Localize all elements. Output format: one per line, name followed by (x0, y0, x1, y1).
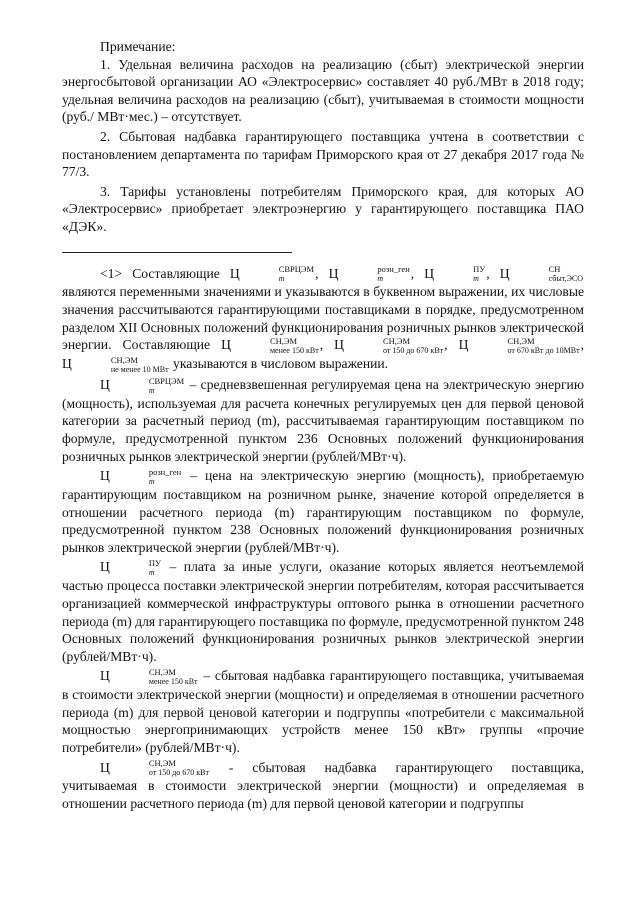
symbol-c-sn-150-670: Ц СН,ЭМ от 150 до 670 кВт (334, 336, 444, 356)
symbol-c-sn-670-10: Ц СН,ЭМ от 670 кВт до 10МВт (458, 336, 580, 356)
symbol-c-sn-150-670: Ц СН,ЭМ от 150 до 670 кВт (100, 758, 210, 778)
definition-pu: Ц ПУ m – плата за иные услуги, оказание которых является неотъемлемой частью процесса поставки электрической энергии потребителям, которая рассчитывается организацией коммерческой инфраструктуры оптового рынка в отношении расчетного периода (m) для гарантирующего поставщика по формуле, предусмотренной пунктом 248 Основных положений функционирования розничных рынков электрической энергии (рублей/МВт·ч). (62, 558, 584, 664)
definition-sn-less150: Ц СН,ЭМ менее 150 кВт – сбытовая надбавка гарантирующего поставщика, учитываемая в стоимости электрической энергии (мощности) и определяемая в отношении расчетного периода (m) для первой ценовой категории и подгруппы «потребители с максимальной мощностью энергопринимающих устройств менее 150 кВт» группы «прочие потребители» (рублей/МВт·ч). (62, 667, 584, 755)
symbol-c-svrcem: Ц СВРЦЭМ m (229, 264, 315, 284)
definition-rozn-gen: Ц розн_ген m – цена на электрическую энергию (мощность), приобретаемую гарантирующим поставщиком на розничном рынке, значение которой определяется в отношении расчетного периода (m) гарантирующим поставщиком по формуле, предусмотренной пунктом 238 Основных положений функционирования розничных рынков электрической энергии (рублей/МВт·ч). (62, 467, 584, 555)
symbol-c-sn-less150: Ц СН,ЭМ менее 150 кВт (100, 667, 198, 687)
note-paragraph-2: 2. Сбытовая надбавка гарантирующего поставщика учтена в соответствии с постановлением департамента по тарифам Приморского края от 27 декабря 2017 года № 77/3. (62, 128, 584, 180)
definition-svrcem: Ц СВРЦЭМ m – средневзвешенная регулируемая цена на электрическую энергию (мощность), используемая для расчета конечных регулируемых цен для первой ценовой категории за расчетный период (m), рассчитываемая гарантирующим поставщиком по формуле, предусмотренной пунктом 236 Основных положений функционирования розничных рынков электрической энергии (рублей/МВт·ч). (62, 375, 584, 464)
symbol-c-sn-sbyt: Ц СН сбыт,ЭСО (499, 264, 583, 284)
note-heading: Примечание: (100, 39, 176, 54)
symbol-c-pu: Ц ПУ m (424, 264, 486, 284)
symbol-c-rozn-gen: Ц розн_ген m (100, 467, 182, 487)
note-paragraph-3: 3. Тарифы установлены потребителям Приморского края, для которых АО «Электросервис» приобретает электроэнергию у гарантирующего поставщика ПАО «ДЭК». (62, 183, 584, 234)
symbol-c-rozn-gen: Ц розн_ген m (328, 264, 410, 284)
footnote-separator (62, 252, 292, 253)
document-body (62, 38, 584, 813)
symbol-c-svrcem: Ц СВРЦЭМ m (100, 375, 185, 395)
note-paragraph-1: 1. Удельная величина расходов на реализацию (сбыт) электрической энергии энергосбытовой организации АО «Электросервис» составляет 40 руб./МВт в 2018 году; удельная величина расходов на реализацию (сбыт), учитываемая в стоимости мощности (руб./ МВт·мес.) – отсутствует. (62, 56, 584, 125)
symbol-c-sn-less150: Ц СН,ЭМ менее 150 кВт (221, 336, 319, 356)
symbol-c-sn-notless10: Ц СН,ЭМ не менее 10 МВт (62, 354, 169, 374)
footnote-1: <1> Составляющие Ц СВРЦЭМ m , Ц розн_ген m , Ц ПУ m , Ц СН сбыт,ЭСО являются переменными значениями и указываются в буквенном выражении, их числовые значения рассчитываются гарантирующими поставщиками в порядке, предусмотренном разделом XII Основных положений функционирования розничных рынков электрической энергии. Составляющие Ц СН,ЭМ менее 150 кВт , Ц СН,ЭМ от 150 до 670 кВт , Ц СН,ЭМ от 670 кВт до 10МВт , Ц СН,ЭМ не менее 10 МВт указываются в числовом выражении. (62, 264, 584, 374)
symbol-c-pu: Ц ПУ m (100, 558, 161, 578)
definition-sn-150-670: Ц СН,ЭМ от 150 до 670 кВт - сбытовая надбавка гарантирующего поставщика, учитываемая в стоимости электрической энергии (мощности) и определяемая в отношении расчетного периода (m) для первой ценовой категории и подгруппы (62, 758, 584, 811)
